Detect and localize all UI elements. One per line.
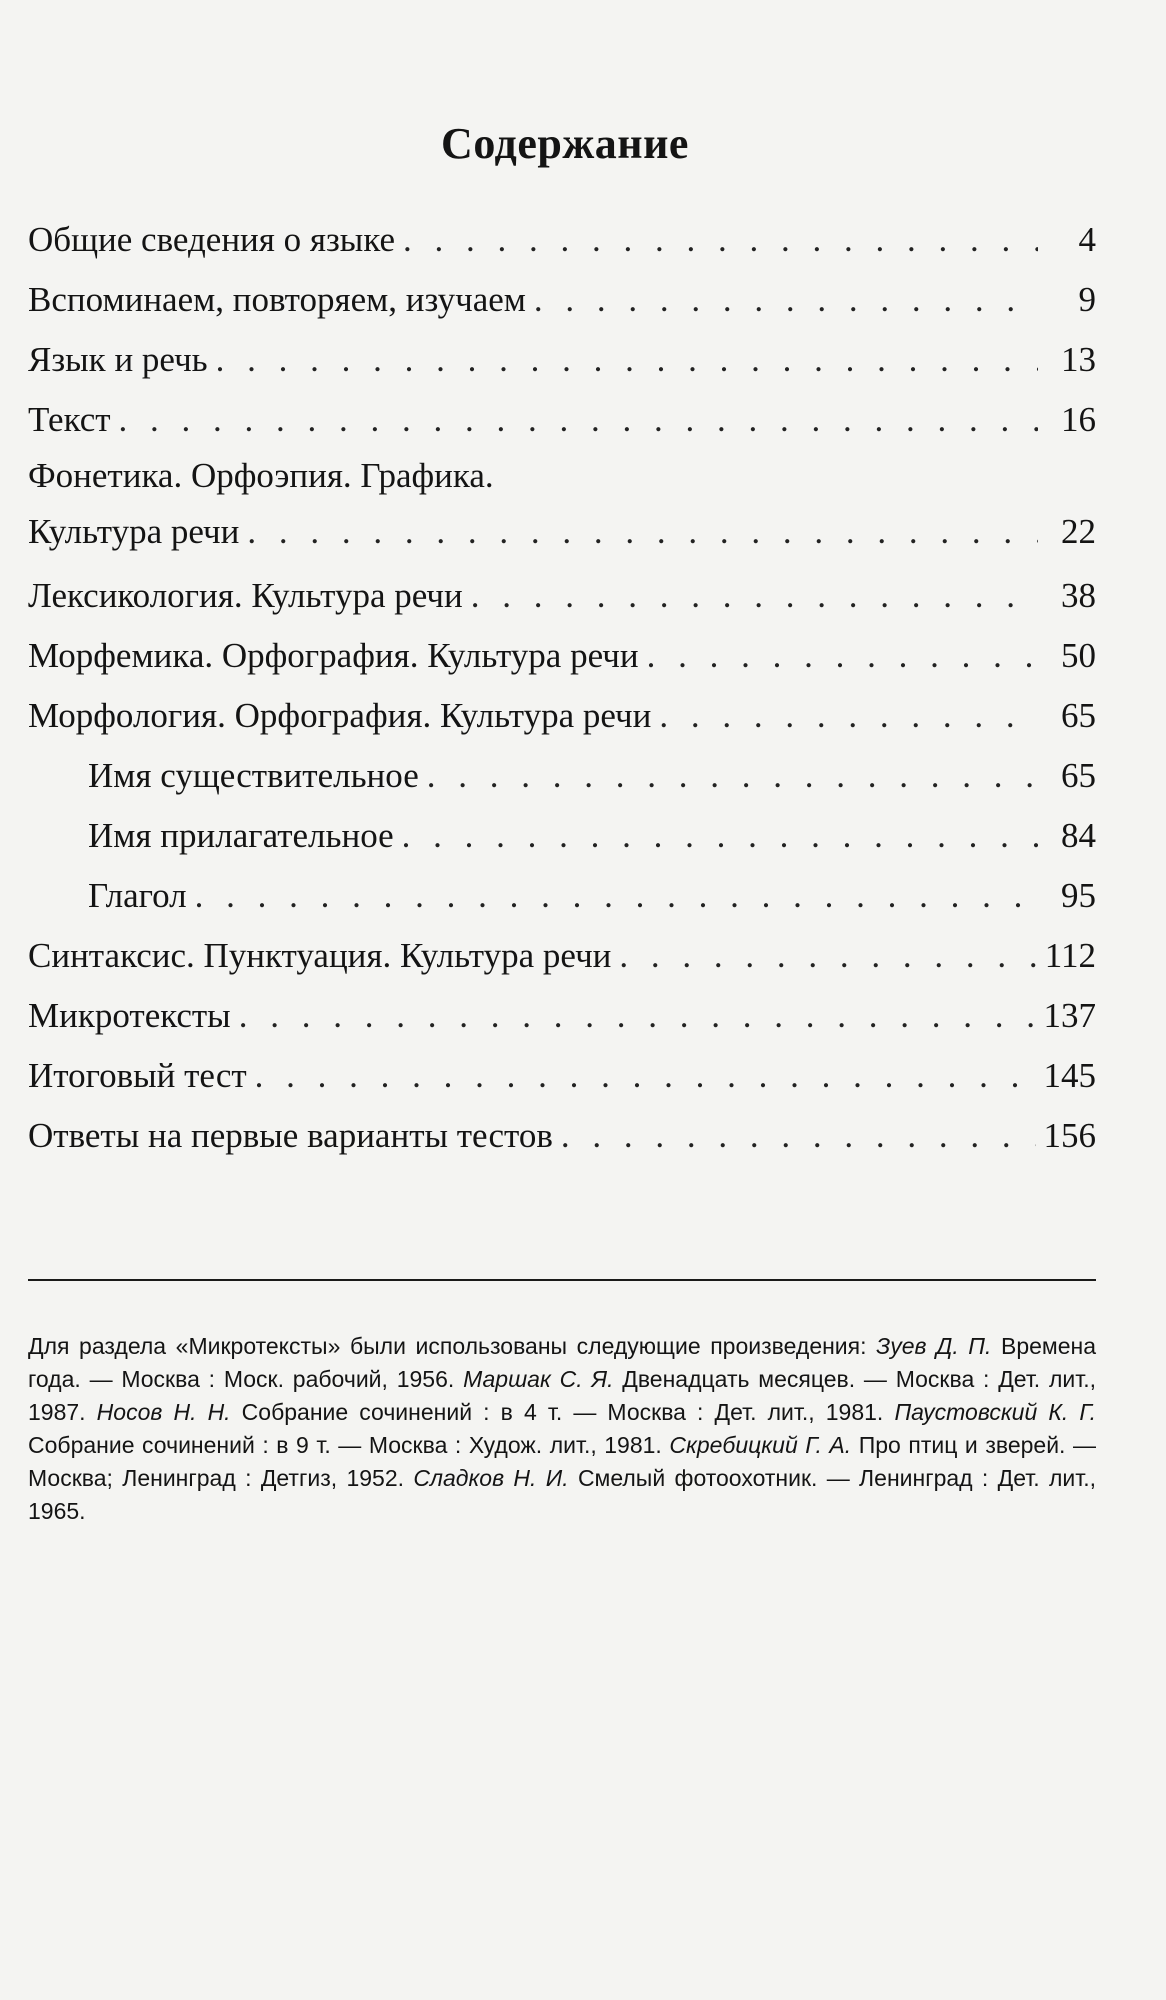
dot-leader (471, 566, 1038, 626)
reference-text: Собрание сочинений : в 4 т. — Москва : Дет. лит., 1981. (230, 1399, 895, 1425)
dot-leader (659, 686, 1038, 746)
footnote-intro: Для раздела «Микротексты» были использованы следующие произведения: (28, 1333, 867, 1359)
toc-entry (28, 566, 1096, 626)
toc-entry-page: 16 (1061, 400, 1096, 439)
reference-text: Смелый фотоохотник. — Ленинград : Дет. лит., 1965. (28, 1465, 1096, 1524)
dot-leader (619, 926, 1036, 986)
toc-entry-page: 112 (1044, 936, 1096, 975)
toc-entry-label: Микротексты (28, 996, 231, 1035)
toc-entry-label: Морфемика. Орфография. Культура речи (28, 636, 639, 675)
dot-leader (239, 986, 1036, 1046)
toc-entry-label-line2: Культура речи (28, 512, 240, 551)
reference-author: Маршак С. Я. (463, 1366, 614, 1392)
reference-author: Паустовский К. Г. (894, 1399, 1097, 1425)
toc-entry-label: Текст (28, 400, 111, 439)
toc-entry-page: 137 (1043, 996, 1096, 1035)
toc-entry-page: 22 (1061, 512, 1096, 551)
dot-leader (403, 210, 1038, 270)
toc-entry-label: Глагол (88, 876, 187, 915)
dot-leader (402, 806, 1038, 866)
toc-entry-page: 145 (1043, 1056, 1096, 1095)
reference-author: Носов Н. Н. (96, 1399, 231, 1425)
dot-leader (247, 502, 1038, 562)
toc-entry-label: Лексикология. Культура речи (28, 576, 463, 615)
dot-leader (195, 866, 1038, 926)
reference-text: Времена года. — Москва : Моск. рабочий, 1956. (28, 1333, 1096, 1392)
table-of-contents (28, 210, 1096, 1166)
toc-entry-page: 156 (1043, 1116, 1096, 1155)
toc-entry (28, 450, 1096, 566)
toc-entry-label: Морфология. Орфография. Культура речи (28, 696, 652, 735)
page-title: Содержание (441, 119, 689, 168)
toc-subentry (28, 866, 1096, 926)
toc-entry-label: Язык и речь (28, 340, 208, 379)
dot-leader (255, 1046, 1036, 1106)
reference-author: Зуев Д. П. (876, 1333, 992, 1359)
toc-entry-page: 95 (1061, 876, 1096, 915)
toc-entry (28, 390, 1096, 450)
toc-entry (28, 330, 1096, 390)
dot-leader (427, 746, 1038, 806)
toc-entry-page: 9 (1078, 280, 1096, 319)
toc-entry (28, 686, 1096, 746)
sources-footnote (28, 1330, 1096, 1528)
dot-leader (647, 626, 1038, 686)
toc-entry-label-line1: Фонетика. Орфоэпия. Графика. (28, 456, 494, 495)
toc-entry-page: 13 (1061, 340, 1096, 379)
dot-leader (119, 390, 1038, 450)
reference-text: Собрание сочинений : в 9 т. — Москва : Худож. лит., 1981. (28, 1432, 670, 1458)
toc-entry-label: Имя прилагательное (88, 816, 394, 855)
toc-entry (28, 210, 1096, 270)
dot-leader (534, 270, 1038, 330)
toc-entry (28, 1106, 1096, 1166)
toc-entry (28, 1046, 1096, 1106)
toc-entry-page: 4 (1078, 220, 1096, 259)
toc-entry-page: 84 (1061, 816, 1096, 855)
toc-entry (28, 926, 1096, 986)
reference-text: Про птиц и зверей. — Москва; Ленинград : Детгиз, 1952. (28, 1432, 1096, 1491)
toc-entry-label: Общие сведения о языке (28, 220, 395, 259)
toc-subentry (28, 746, 1096, 806)
toc-entry-label: Имя существительное (88, 756, 419, 795)
dot-leader (561, 1106, 1036, 1166)
footnote-divider (28, 1279, 1096, 1281)
reference-author: Сладков Н. И. (413, 1465, 569, 1491)
reference-text: Двенадцать месяцев. — Москва : Дет. лит., 1987. (28, 1366, 1097, 1425)
toc-entry-label: Вспоминаем, повторяем, изучаем (28, 280, 526, 319)
toc-entry-label: Синтаксис. Пунктуация. Культура речи (28, 936, 612, 975)
toc-entry-page: 65 (1061, 756, 1096, 795)
toc-entry-page: 65 (1061, 696, 1096, 735)
toc-entry (28, 986, 1096, 1046)
reference-author: Скребицкий Г. А. (669, 1432, 852, 1458)
toc-entry-label: Итоговый тест (28, 1056, 247, 1095)
toc-entry (28, 626, 1096, 686)
toc-entry-page: 38 (1061, 576, 1096, 615)
toc-entry-label: Ответы на первые варианты тестов (28, 1116, 553, 1155)
toc-entry-page: 50 (1061, 636, 1096, 675)
toc-entry (28, 270, 1096, 330)
dot-leader (216, 330, 1038, 390)
toc-subentry (28, 806, 1096, 866)
